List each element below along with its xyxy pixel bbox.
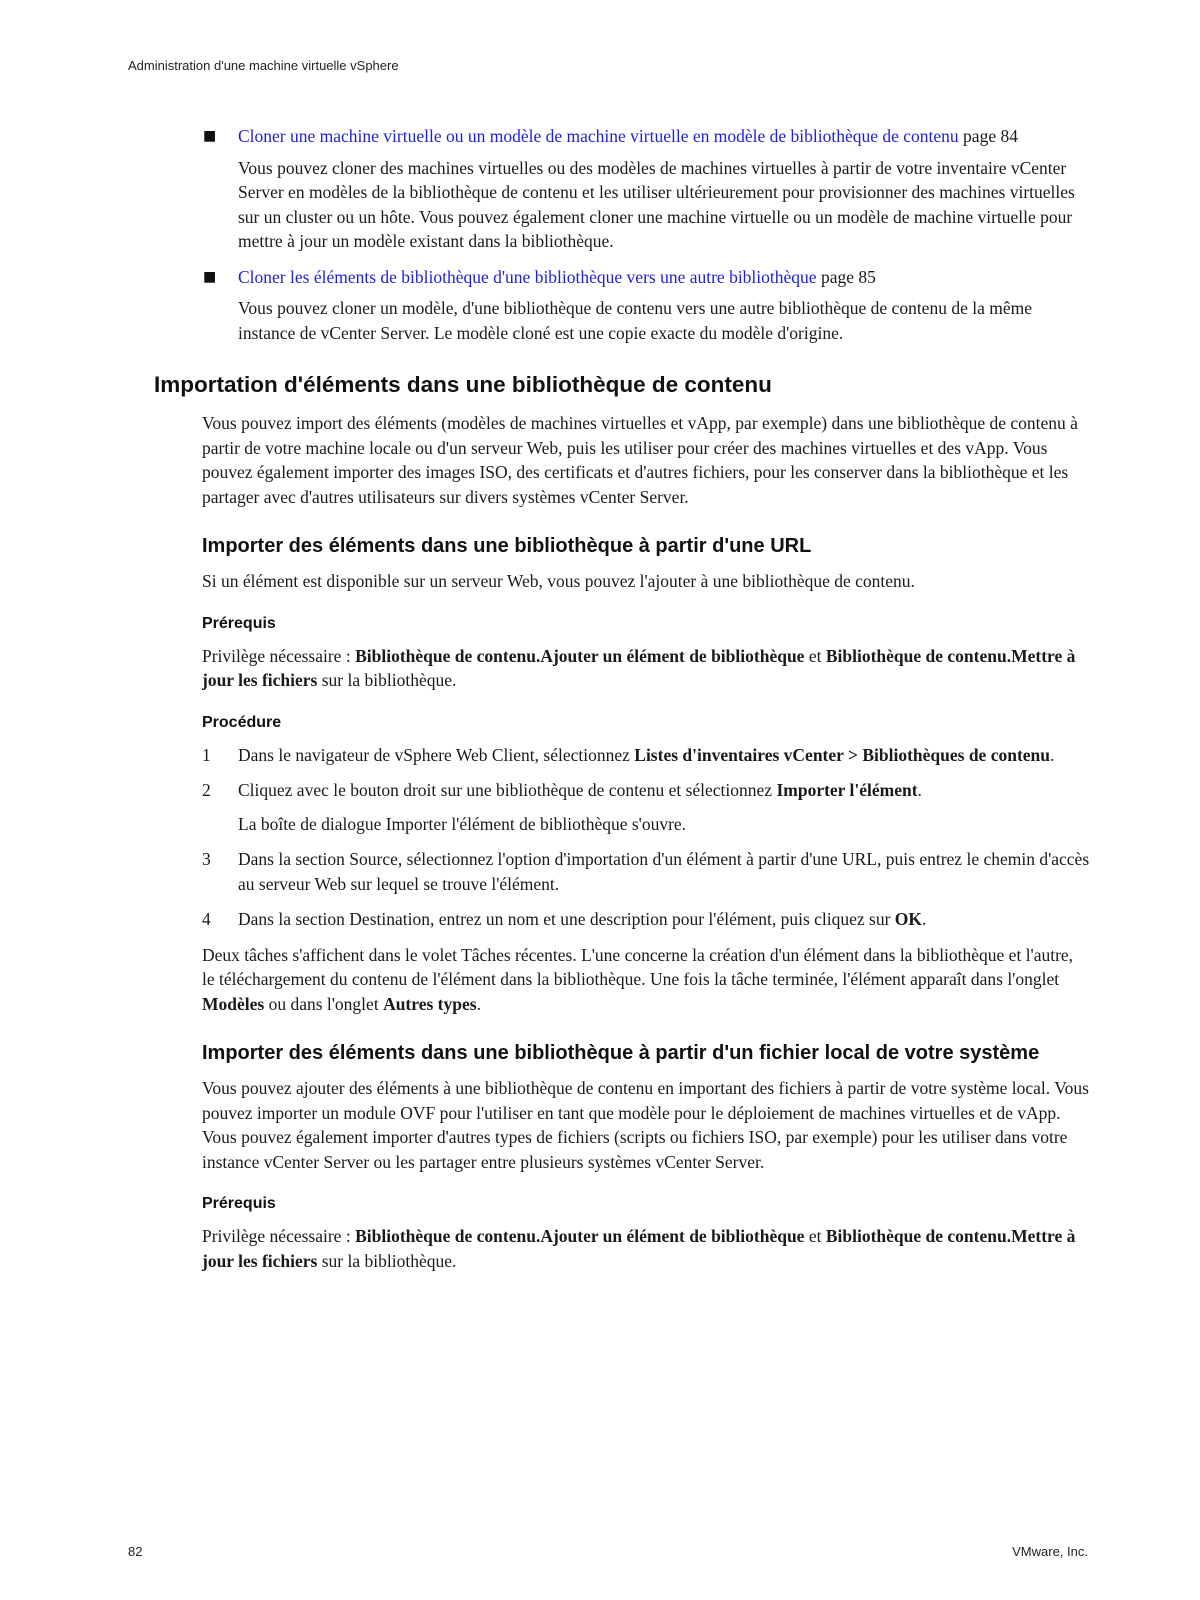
step-number: 4 <box>202 909 211 929</box>
procedure-step: 2 Cliquez avec le bouton droit sur une bibliothèque de contenu et sélectionnez Importer l'élément. <box>202 778 1090 803</box>
xref-bullet <box>0 124 1080 149</box>
prereq-text: Privilège nécessaire : Bibliothèque de contenu.Ajouter un élément de bibliothèque et Bibliothèque de contenu.Mettre à jour les fichiers sur la bibliothèque. <box>202 1226 1076 1271</box>
xref-link-clone-vm-template[interactable]: Cloner une machine virtuelle ou un modèle de machine virtuelle en modèle de bibliothèque de contenu <box>238 126 959 146</box>
xref-description: Vous pouvez cloner des machines virtuelles ou des modèles de machines virtuelles à partir de votre inventaire vCenter Server en modèles de la bibliothèque de contenu et les utiliser ultérieurement pour provisionner des machines virtuelles sur un cluster ou un hôte. Vous pouvez également cloner une machine virtuelle ou un modèle de machine virtuelle pour mettre à jour un modèle existant dans la bibliothèque. <box>238 157 1075 251</box>
subsection-heading-local: Importer des éléments dans une bibliothèque à partir d'un fichier local de votre système <box>202 1042 1040 1064</box>
xref-bullet <box>0 265 1080 290</box>
page-reference: page 84 <box>958 126 1018 146</box>
privilege-name: Bibliothèque de contenu.Mettre à jour les fichiers <box>202 645 1076 690</box>
step-result: La boîte de dialogue Importer l'élément de bibliothèque s'ouvre. <box>238 813 687 834</box>
step-number: 3 <box>202 849 211 869</box>
step-number: 1 <box>202 744 211 765</box>
publisher-name: VMware, Inc. <box>1012 1544 1088 1559</box>
procedure-step: 3 Dans la section Source, sélectionnez l'option d'importation d'un élément à partir d'une URL, puis entrez le chemin d'accès au serveur Web sur lequel se trouve l'élément. <box>202 849 1090 894</box>
procedure-step: 4 Dans la section Destination, entrez un nom et une description pour l'élément, puis cliquez sur OK. <box>202 907 1090 932</box>
step-number: 2 <box>202 780 211 800</box>
prereq-heading: Prérequis <box>202 614 276 632</box>
running-header: Administration d'une machine virtuelle vSphere <box>128 58 399 73</box>
page-body <box>0 124 1200 1273</box>
procedure-result: Deux tâches s'affichent dans le volet Tâches récentes. L'une concerne la création d'un élément dans la bibliothèque et l'autre, le téléchargement du contenu de l'élément dans la bibliothèque. Une fois la tâche terminée, l'élément apparaît dans l'onglet Modèles ou dans l'onglet Autres types. <box>202 944 1074 1014</box>
procedure-heading: Procédure <box>202 713 282 731</box>
page-number: 82 <box>128 1544 143 1559</box>
prereq-heading: Prérequis <box>202 1195 276 1212</box>
square-bullet-icon: ■ <box>203 268 217 285</box>
procedure-steps <box>202 743 1090 932</box>
xref-description: Vous pouvez cloner un modèle, d'une bibliothèque de contenu vers une autre bibliothèque de contenu de la même instance de vCenter Server. Le modèle cloné est une copie exacte du modèle d'origine. <box>238 298 1032 343</box>
square-bullet-icon: ■ <box>203 128 217 144</box>
xref-link-clone-library-items[interactable]: Cloner les éléments de bibliothèque d'une bibliothèque vers une autre bibliothèque <box>238 266 817 287</box>
privilege-name: Bibliothèque de contenu.Mettre à jour les fichiers <box>202 1226 1076 1271</box>
privilege-name: Bibliothèque de contenu.Ajouter un élément de bibliothèque <box>355 645 805 666</box>
section-intro: Vous pouvez import des éléments (modèles de machines virtuelles et vApp, par exemple) dans une bibliothèque de contenu à partir de votre machine locale ou d'un serveur Web, puis les utiliser pour créer des machines virtuelles et des vApp. Vous pouvez également importer des images ISO, des certificats et d'autres fichiers, pour les conserver dans la bibliothèque et les partager avec d'autres utilisateurs sur divers systèmes vCenter Server. <box>202 413 1078 507</box>
procedure-step: 1 Dans le navigateur de vSphere Web Client, sélectionnez Listes d'inventaires vCenter > Bibliothèques de contenu. <box>202 743 1090 768</box>
subsection-intro: Si un élément est disponible sur un serveur Web, vous pouvez l'ajouter à une bibliothèque de contenu. <box>202 571 915 591</box>
section-heading: Importation d'éléments dans une bibliothèque de contenu <box>154 372 772 397</box>
subsection-intro: Vous pouvez ajouter des éléments à une bibliothèque de contenu en important des fichiers à partir de votre système local. Vous pouvez importer un module OVF pour l'utiliser en tant que modèle pour le déploiement de machines virtuelles et de vApp. Vous pouvez également importer d'autres types de fichiers (scripts ou fichiers ISO, par exemple) pour les utiliser dans votre instance vCenter Server ou les partager entre plusieurs systèmes vCenter Server. <box>202 1078 1089 1172</box>
page-reference: page 85 <box>816 266 876 287</box>
subsection-heading-url: Importer des éléments dans une bibliothèque à partir d'une URL <box>202 535 812 557</box>
prereq-text: Privilège nécessaire : Bibliothèque de contenu.Ajouter un élément de bibliothèque et Bibliothèque de contenu.Mettre à jour les fichiers sur la bibliothèque. <box>202 645 1076 690</box>
privilege-name: Bibliothèque de contenu.Ajouter un élément de bibliothèque <box>355 1226 805 1246</box>
